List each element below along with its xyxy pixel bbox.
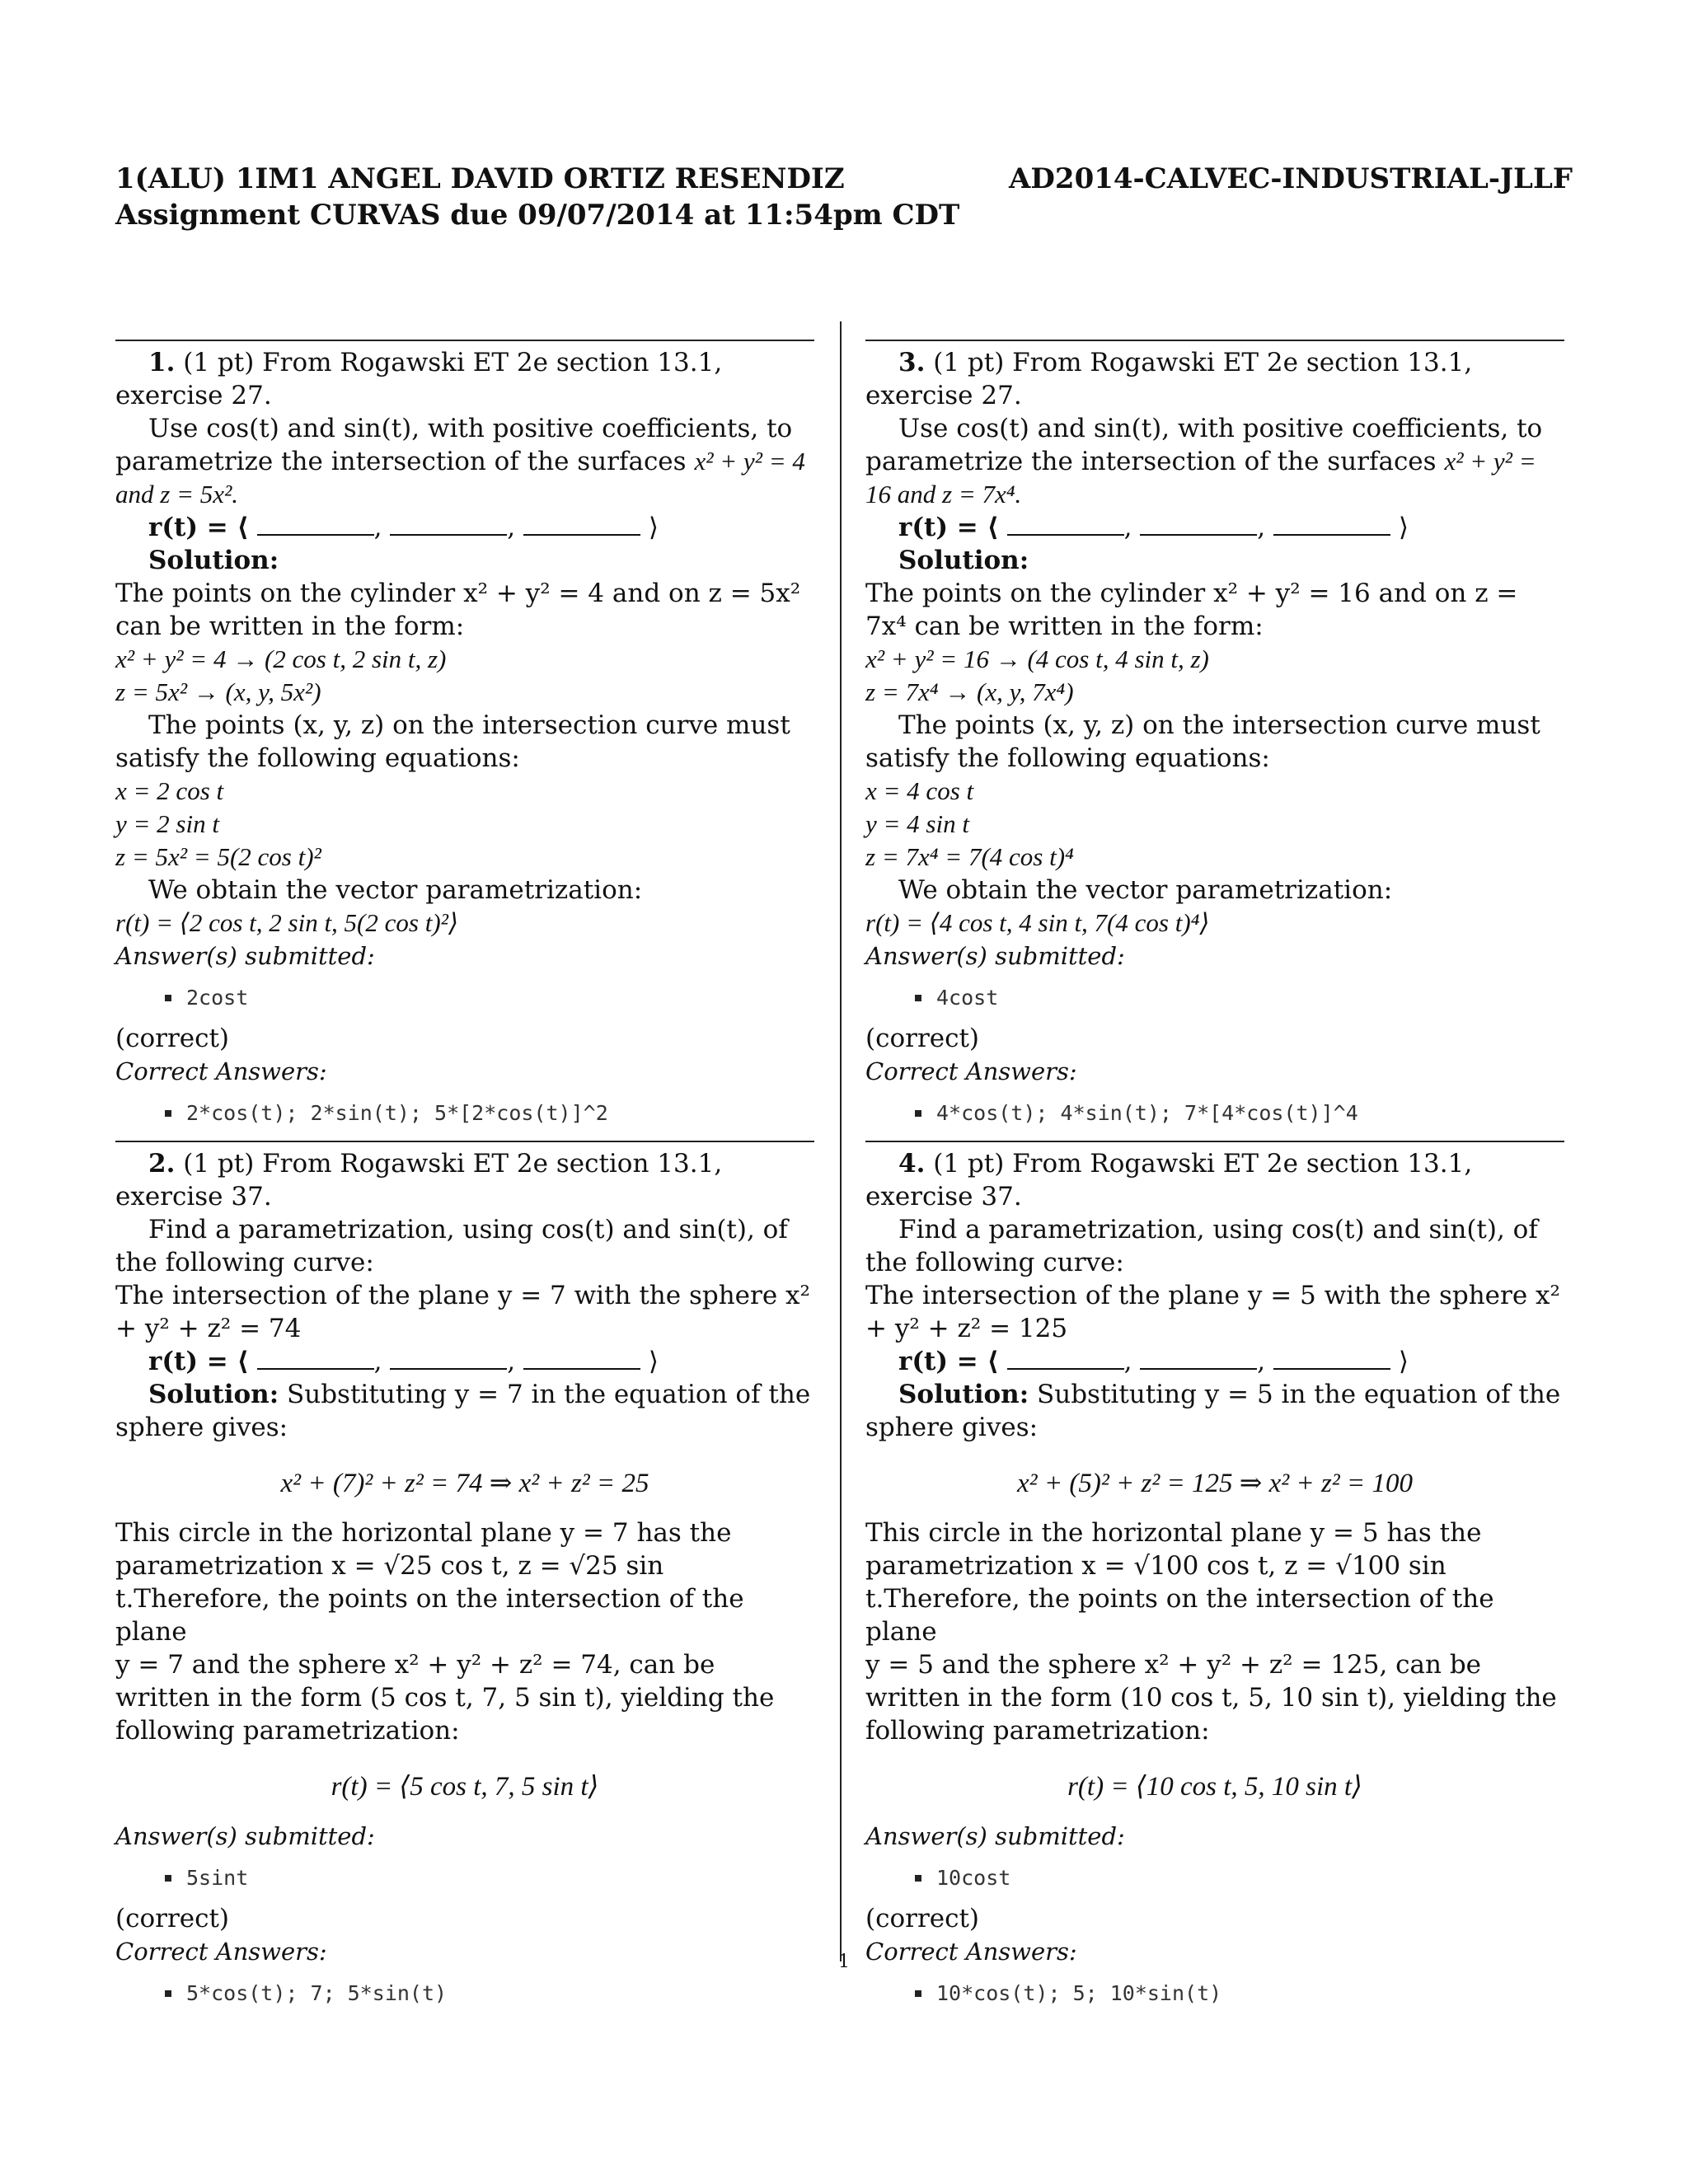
answer-blank[interactable] [390, 516, 507, 536]
problem-source: From Rogawski ET 2e section 13.1, exercise 37. [115, 1149, 723, 1212]
correct-answer: 2*cos(t); 2*sin(t); 5*[2*cos(t)]^2 [186, 1098, 814, 1129]
submitted-answers [865, 1863, 1564, 1894]
answer-template-label: r(t) = ⟨ [148, 513, 249, 542]
solution-equation: x = 2 cos t [115, 776, 224, 805]
correct-answers [115, 1098, 814, 1129]
page-number: 1 [838, 1952, 850, 1972]
solution-heading: Solution: [148, 546, 279, 575]
problem-source: From Rogawski ET 2e section 13.1, exercise 37. [865, 1149, 1473, 1212]
right-column [865, 340, 1564, 2018]
left-column [115, 340, 814, 2018]
solution-text: This circle in the horizontal plane y = 5 has the parametrization x = √100 cos t, z = √100 sin t.Therefore, the points on the intersection of the plane [865, 1518, 1494, 1647]
solution-text: The points on the cylinder x² + y² = 16 and on z = 7x⁴ can be written in the form: [865, 579, 1518, 641]
correct-answers-label: Correct Answers: [115, 1938, 327, 1966]
correct-answers-label: Correct Answers: [865, 1057, 1077, 1085]
problem-source: From Rogawski ET 2e section 13.1, exercise 27. [115, 348, 723, 410]
solution-equation: z = 5x² → (x, y, 5x²) [115, 677, 321, 706]
solution-result: r(t) = ⟨10 cos t, 5, 10 sin t⟩ [1067, 1772, 1362, 1802]
correct-answer: 4*cos(t); 4*sin(t); 7*[4*cos(t)]^4 [936, 1098, 1564, 1129]
solution-text: This circle in the horizontal plane y = 7 has the parametrization x = √25 cos t, z = √25 sin t.Therefore, the points on the intersection of the plane [115, 1518, 744, 1647]
correct-answers [115, 1978, 814, 2009]
header-left [115, 161, 959, 233]
problem-prompt: Use cos(t) and sin(t), with positive coefficients, to parametrize the intersection of the surfaces [865, 414, 1543, 476]
correct-answer: 10*cos(t); 5; 10*sin(t) [936, 1978, 1564, 2009]
submitted-answer: 5sint [186, 1863, 814, 1894]
problem-number: 3. [898, 348, 926, 377]
assignment-line: Assignment CURVAS due 09/07/2014 at 11:54pm CDT [115, 199, 960, 232]
solution-equation: x² + y² = 16 → (4 cos t, 4 sin t, z) [865, 644, 1209, 673]
correct-answers-label: Correct Answers: [115, 1057, 327, 1085]
problem-curve: The intersection of the plane y = 5 with the sphere x² + y² + z² = 125 [865, 1281, 1560, 1343]
problem-prompt: Find a parametrization, using cos(t) and sin(t), of the following curve: [865, 1215, 1538, 1277]
submitted-answer: 2cost [186, 982, 814, 1014]
submitted-answers [865, 982, 1564, 1014]
solution-result: r(t) = ⟨4 cos t, 4 sin t, 7(4 cos t)⁴⟩ [865, 908, 1210, 937]
solution-equation: z = 5x² = 5(2 cos t)² [115, 842, 321, 871]
status-correct: (correct) [865, 1024, 980, 1053]
solution-heading: Solution: [148, 1380, 279, 1409]
problem-number: 1. [148, 348, 176, 377]
solution-equation: x = 4 cos t [865, 776, 974, 805]
correct-answers [865, 1098, 1564, 1129]
answers-submitted-label: Answer(s) submitted: [115, 1822, 375, 1850]
solution-text: y = 7 and the sphere x² + y² + z² = 74, can be written in the form (5 cos t, 7, 5 sin t), yielding the following parametrization: [115, 1650, 775, 1746]
answers-submitted-label: Answer(s) submitted: [865, 942, 1125, 970]
solution-text: The points on the cylinder x² + y² = 4 and on z = 5x² can be written in the form: [115, 579, 801, 641]
answer-blank[interactable] [1007, 1350, 1124, 1370]
solution-display-equation: x² + (7)² + z² = 74 ⇒ x² + z² = 25 [280, 1469, 649, 1498]
answer-blank[interactable] [257, 516, 374, 536]
solution-equation: z = 7x⁴ = 7(4 cos t)⁴ [865, 842, 1074, 871]
answer-blank[interactable] [1140, 516, 1257, 536]
answer-blank[interactable] [1007, 516, 1124, 536]
solution-equation: y = 2 sin t [115, 809, 219, 838]
problem-surfaces: x² + y² = 4 and z = 5x². [115, 447, 805, 509]
points-label: (1 pt) [183, 348, 255, 377]
answer-blank[interactable] [257, 1350, 374, 1370]
solution-heading: Solution: [898, 1380, 1029, 1409]
solution-result: r(t) = ⟨5 cos t, 7, 5 sin t⟩ [331, 1772, 599, 1802]
student-line: 1(ALU) 1IM1 ANGEL DAVID ORTIZ RESENDIZ [115, 162, 845, 195]
answer-blank[interactable] [523, 1350, 640, 1370]
solution-result: r(t) = ⟨2 cos t, 2 sin t, 5(2 cos t)²⟩ [115, 908, 459, 937]
answers-submitted-label: Answer(s) submitted: [865, 1822, 1125, 1850]
problem-surfaces: x² + y² = 16 and z = 7x⁴. [865, 447, 1536, 509]
problem-number: 4. [898, 1149, 926, 1179]
solution-equation: x² + y² = 4 → (2 cos t, 2 sin t, z) [115, 644, 447, 673]
solution-text: The points (x, y, z) on the intersection curve must satisfy the following equations: [865, 710, 1540, 773]
points-label: (1 pt) [183, 1149, 255, 1179]
answer-blank[interactable] [390, 1350, 507, 1370]
problem-3: 3. (1 pt) From Rogawski ET 2e section 13.1, exercise 27. Use cos(t) and sin(t), with positive coefficients, to parametrize the intersection of the surfaces x² + y² = 16 and z = 7x⁴. r(t) = ⟨ , , ⟩ Solution: The points on the cylinder x² + y² = 16 and on z = 7x⁴ can be written in the form: x² + y² = 16 → (4 cos t, 4 sin t, z) z = 7x⁴ → (x, y, 7x⁴) The points (x, y, z) on the intersection curve must satisfy the following equations: x = 4 cos t y = 4 sin t z = 7x⁴ = 7(4 cos t)⁴ We obtain the vector parametrization: r(t) = ⟨4 cos t, 4 sin t, 7(4 cos t)⁴⟩ Answer(s) submitted: 4cost (correct) Correct Answers: 4*cos(t); 4*sin(t); 7*[4*cos(t)]^4 [865, 340, 1564, 1129]
status-correct: (correct) [115, 1904, 230, 1933]
solution-display-equation: x² + (5)² + z² = 125 ⇒ x² + z² = 100 [1017, 1469, 1413, 1498]
problem-2: 2. (1 pt) From Rogawski ET 2e section 13.1, exercise 37. Find a parametrization, using cos(t) and sin(t), of the following curve: The intersection of the plane y = 7 with the sphere x² + y² + z² = 74 r(t) = ⟨ , , ⟩ Solution: Substituting y = 7 in the equation of the sphere gives: x² + (7)² + z² = 74 ⇒ x² + z² = 25 This circle in the horizontal plane y = 7 has the parametrization x = √25 cos t, z = √25 sin t.Therefore, the points on the intersection of the plane y = 7 and the sphere x² + y² + z² = 74, can be written in the form (5 cos t, 7, 5 sin t), yielding the following parametrization: r(t) = ⟨5 cos t, 7, 5 sin t⟩ Answer(s) submitted: 5sint (correct) Correct Answers: 5*cos(t); 7; 5*sin(t) [115, 1141, 814, 2009]
answer-blank[interactable] [1140, 1350, 1257, 1370]
problem-curve: The intersection of the plane y = 7 with the sphere x² + y² + z² = 74 [115, 1281, 810, 1343]
answer-template-label: r(t) = ⟨ [898, 1347, 999, 1376]
submitted-answer: 4cost [936, 982, 1564, 1014]
answer-template-label: r(t) = ⟨ [148, 1347, 249, 1376]
problem-1: 1. (1 pt) From Rogawski ET 2e section 13.1, exercise 27. Use cos(t) and sin(t), with positive coefficients, to parametrize the intersection of the surfaces x² + y² = 4 and z = 5x². r(t) = ⟨ , , ⟩ Solution: The points on the cylinder x² + y² = 4 and on z = 5x² can be written in the form: x² + y² = 4 → (2 cos t, 2 sin t, z) z = 5x² → (x, y, 5x²) The points (x, y, z) on the intersection curve must satisfy the following equations: x = 2 cos t y = 2 sin t z = 5x² = 5(2 cos t)² We obtain the vector parametrization: r(t) = ⟨2 cos t, 2 sin t, 5(2 cos t)²⟩ Answer(s) submitted: 2cost (correct) Correct Answers: 2*cos(t); 2*sin(t); 5*[2*cos(t)]^2 [115, 340, 814, 1129]
points-label: (1 pt) [933, 1149, 1005, 1179]
course-code: AD2014-CALVEC-INDUSTRIAL-JLLF [1009, 162, 1573, 195]
submitted-answers [115, 1863, 814, 1894]
correct-answers [865, 1978, 1564, 2009]
solution-text: We obtain the vector parametrization: [148, 875, 643, 905]
status-correct: (correct) [865, 1904, 980, 1933]
problem-source: From Rogawski ET 2e section 13.1, exercise 27. [865, 348, 1473, 410]
solution-text: Substituting y = 5 in the equation of the sphere gives: [865, 1380, 1561, 1442]
answers-submitted-label: Answer(s) submitted: [115, 942, 375, 970]
answer-blank[interactable] [523, 516, 640, 536]
answer-template-label: r(t) = ⟨ [898, 513, 999, 542]
correct-answers-label: Correct Answers: [865, 1938, 1077, 1966]
answer-blank[interactable] [1273, 1350, 1390, 1370]
solution-equation: z = 7x⁴ → (x, y, 7x⁴) [865, 677, 1074, 706]
solution-heading: Solution: [898, 546, 1029, 575]
problem-4: 4. (1 pt) From Rogawski ET 2e section 13.1, exercise 37. Find a parametrization, using cos(t) and sin(t), of the following curve: The intersection of the plane y = 5 with the sphere x² + y² + z² = 125 r(t) = ⟨ , , ⟩ Solution: Substituting y = 5 in the equation of the sphere gives: x² + (5)² + z² = 125 ⇒ x² + z² = 100 This circle in the horizontal plane y = 5 has the parametrization x = √100 cos t, z = √100 sin t.Therefore, the points on the intersection of the plane y = 5 and the sphere x² + y² + z² = 125, can be written in the form (10 cos t, 5, 10 sin t), yielding the following parametrization: r(t) = ⟨10 cos t, 5, 10 sin t⟩ Answer(s) submitted: 10cost (correct) Correct Answers: 10*cos(t); 5; 10*sin(t) [865, 1141, 1564, 2009]
solution-text: Substituting y = 7 in the equation of the sphere gives: [115, 1380, 811, 1442]
answer-blank[interactable] [1273, 516, 1390, 536]
solution-equation: y = 4 sin t [865, 809, 969, 838]
submitted-answer: 10cost [936, 1863, 1564, 1894]
status-correct: (correct) [115, 1024, 230, 1053]
solution-text: y = 5 and the sphere x² + y² + z² = 125, can be written in the form (10 cos t, 5, 10 sin t), yielding the following parametrization: [865, 1650, 1557, 1746]
problem-prompt: Find a parametrization, using cos(t) and sin(t), of the following curve: [115, 1215, 788, 1277]
column-divider [840, 321, 842, 1961]
submitted-answers [115, 982, 814, 1014]
solution-text: The points (x, y, z) on the intersection curve must satisfy the following equations: [115, 710, 790, 773]
points-label: (1 pt) [933, 348, 1005, 377]
correct-answer: 5*cos(t); 7; 5*sin(t) [186, 1978, 814, 2009]
problem-number: 2. [148, 1149, 176, 1179]
problem-prompt: Use cos(t) and sin(t), with positive coefficients, to parametrize the intersection of the surfaces [115, 414, 793, 476]
solution-text: We obtain the vector parametrization: [898, 875, 1393, 905]
